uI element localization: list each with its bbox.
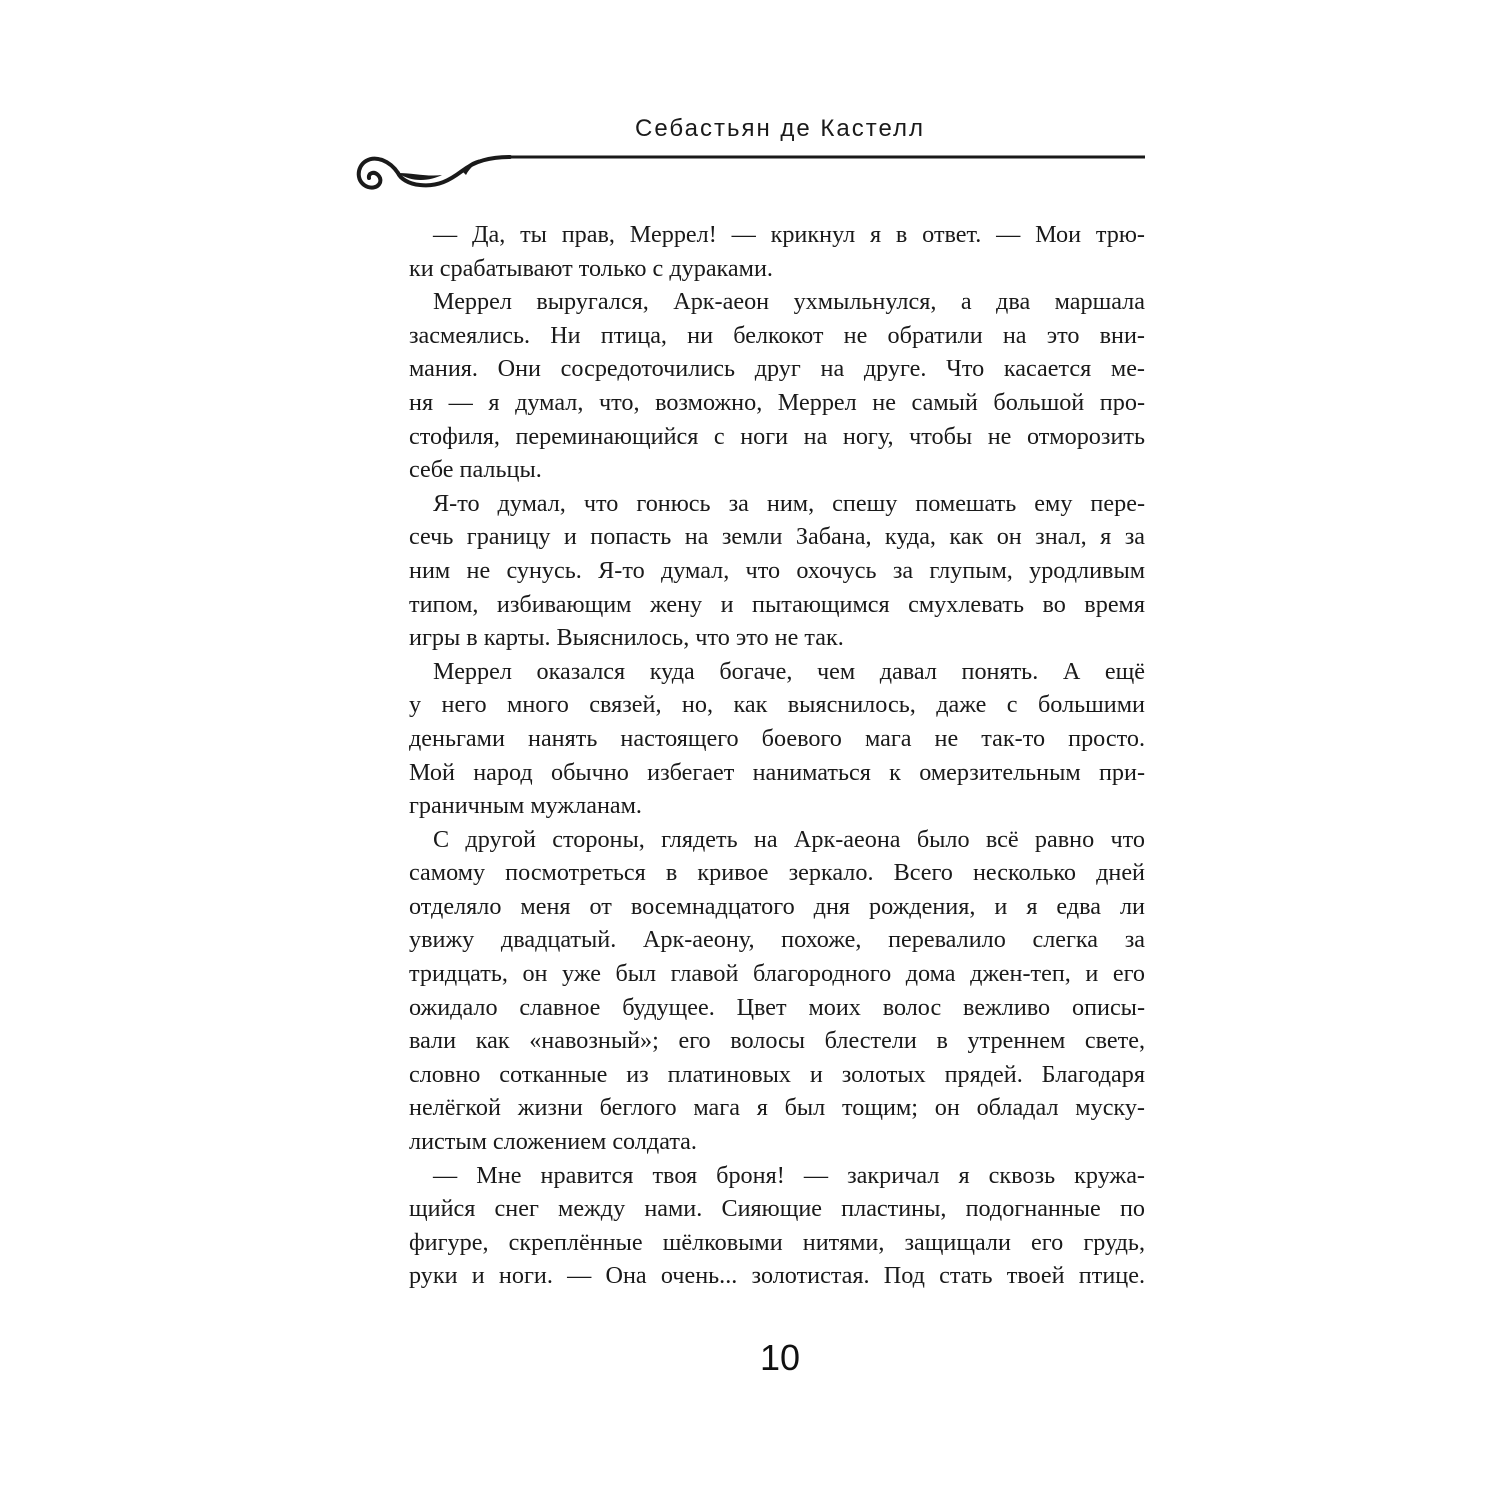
text-line: ним не сунусь. Я-то думал, что охочусь за глупым, уродливым	[409, 556, 1145, 584]
text-line: — Да, ты прав, Меррел! — крикнул я в ответ. — Мои трю-	[433, 221, 1145, 248]
text-line: увижу двадцатый. Арк-аеону, похоже, перевалило слегка за	[409, 926, 1145, 954]
text-line: ожидало славное будущее. Цвет моих волос вежливо описы-	[409, 993, 1145, 1021]
page-number: 10	[759, 1337, 801, 1378]
text-line: С другой стороны, глядеть на Арк-аеона было всё равно что	[433, 825, 1145, 853]
text-line: Меррел выругался, Арк-аеон ухмыльнулся, а два маршала	[433, 288, 1145, 316]
text-line: самому посмотреться в кривое зеркало. Всего несколько дней	[409, 859, 1145, 887]
paragraph	[409, 655, 1145, 823]
text-line: вали как «навозный»; его волосы блестели в утреннем свете,	[409, 1027, 1145, 1055]
text-line: ня — я думал, что, возможно, Меррел не самый большой про-	[409, 388, 1145, 416]
text-line: у него много связей, но, как выяснилось, даже с большими	[409, 691, 1145, 719]
text-line: Меррел оказался куда богаче, чем давал понять. А ещё	[433, 657, 1145, 685]
paragraph	[409, 285, 1145, 487]
text-line: словно сотканные из платиновых и золотых прядей. Благодаря	[409, 1060, 1145, 1088]
text-line: мания. Они сосредоточились друг на друге. Что касается ме-	[409, 355, 1145, 383]
text-line: себе пальцы.	[409, 456, 542, 484]
text-line: фигуре, скреплённые шёлковыми нитями, защищали его грудь,	[409, 1228, 1145, 1256]
text-line: ки срабатывают только с дураками.	[409, 254, 773, 282]
text-line: нелёгкой жизни беглого мага я был тощим; он обладал муску-	[409, 1094, 1145, 1122]
text-line: деньгами нанять настоящего боевого мага не так-то просто.	[409, 724, 1145, 752]
paragraph	[409, 218, 1145, 285]
running-header-author: Себастьян де Кастелл	[635, 115, 925, 142]
flourish-divider-icon	[350, 145, 1150, 197]
text-line: щийся снег между нами. Сияющие пластины, подогнанные по	[409, 1195, 1145, 1223]
text-line: засмеялись. Ни птица, ни белкокот не обратили на это вни-	[409, 321, 1145, 349]
paragraph	[409, 1159, 1145, 1293]
text-line: — Мне нравится твоя броня! — закричал я сквозь кружа-	[433, 1161, 1145, 1189]
body-text	[409, 218, 1145, 1293]
paragraph	[409, 487, 1145, 655]
text-line: Я-то думал, что гонюсь за ним, спешу помешать ему пере-	[433, 489, 1145, 517]
paragraph	[409, 823, 1145, 1159]
text-line: отделяло меня от восемнадцатого дня рождения, и я едва ли	[409, 892, 1145, 920]
text-line: сечь границу и попасть на земли Забана, куда, как он знал, я за	[409, 523, 1145, 551]
text-line: руки и ноги. — Она очень... золотистая. Под стать твоей птице.	[409, 1262, 1145, 1290]
text-line: листым сложением солдата.	[409, 1128, 697, 1156]
text-line: Мой народ обычно избегает наниматься к омерзительным при-	[409, 758, 1145, 786]
text-line: стофиля, переминающийся с ноги на ногу, чтобы не отморозить	[409, 422, 1145, 450]
text-line: типом, избивающим жену и пытающимся смухлевать во время	[409, 590, 1145, 618]
text-line: тридцать, он уже был главой благородного дома джен-теп, и его	[409, 960, 1145, 988]
text-line: граничным мужланам.	[409, 792, 642, 820]
text-line: игры в карты. Выяснилось, что это не так.	[409, 624, 844, 652]
